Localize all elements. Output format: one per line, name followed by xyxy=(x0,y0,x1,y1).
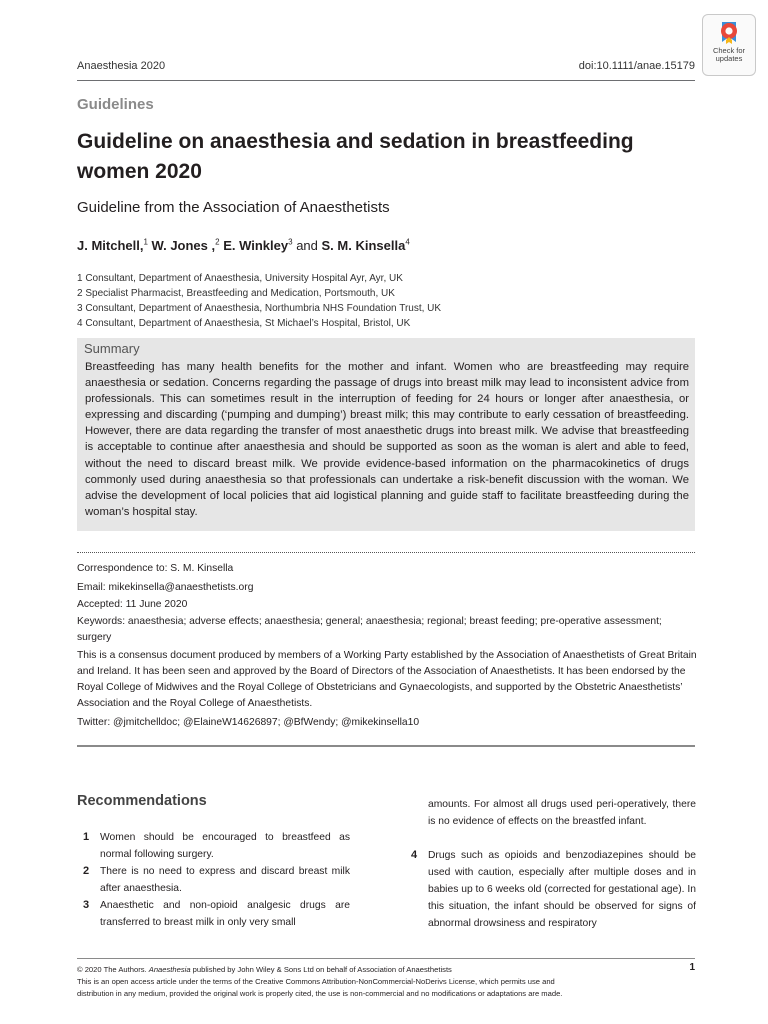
section-divider xyxy=(77,745,695,747)
recommendations-heading: Recommendations xyxy=(77,793,207,809)
affiliation: 3 Consultant, Department of Anaesthesia, Northumbria NHS Foundation Trust, UK xyxy=(77,303,442,314)
twitter-handles: Twitter: @jmitchelldoc; @ElaineW14626897; @BfWendy; @mikekinsella10 xyxy=(77,717,420,728)
author-affil-sup: 2 xyxy=(215,237,220,247)
badge-text-line1: Check for xyxy=(712,46,746,55)
email[interactable]: Email: mikekinsella@anaesthetists.org xyxy=(77,582,254,593)
summary-heading: Summary xyxy=(84,341,140,356)
header-divider xyxy=(77,80,695,81)
recommendation-item xyxy=(411,847,701,932)
recommendation-number: 3 xyxy=(83,899,90,911)
recommendation-number: 4 xyxy=(411,849,418,861)
recommendation-item-continued xyxy=(411,796,701,847)
crossmark-icon xyxy=(703,20,755,46)
article-title: Guideline on anaesthesia and sedation in breastfeeding women 2020 xyxy=(77,130,634,183)
recommendation-text: There is no need to express and discard breast milk after anaesthesia. xyxy=(100,866,350,894)
section-label: Guidelines xyxy=(77,96,154,113)
correspondence: Correspondence to: S. M. Kinsella xyxy=(77,563,234,574)
recommendation-text: Women should be encouraged to breastfeed as normal following surgery. xyxy=(100,832,350,860)
accepted-date: Accepted: 11 June 2020 xyxy=(77,599,188,610)
author-name[interactable]: E. Winkley xyxy=(223,238,289,253)
recommendation-item xyxy=(83,829,373,863)
recommendation-text: Drugs such as opioids and benzodiazepines should be used with caution, especially after multiple doses and in babies up to 6 weeks old (corrected for gestational age). In this situation, the infant should be observed for signs of abnormal drowsiness and respiratory xyxy=(428,850,696,929)
authors-and: and xyxy=(296,238,318,253)
journal-name: Anaesthesia 2020 xyxy=(77,60,166,72)
recommendation-item xyxy=(83,897,373,931)
copyright-line: © 2020 The Authors. Anaesthesia published by John Wiley & Sons Ltd on behalf of Association of Anaesthetists xyxy=(77,965,452,974)
license-line: This is an open access article under the terms of the Creative Commons Attribution-NonCommercial-NoDerivs License, which permits use and xyxy=(77,977,555,986)
affiliation: 1 Consultant, Department of Anaesthesia, University Hospital Ayr, Ayr, UK xyxy=(77,273,403,284)
author-list xyxy=(77,238,410,253)
affiliations xyxy=(77,271,441,331)
badge-text-line2: updates xyxy=(715,54,743,63)
affiliation: 2 Specialist Pharmacist, Breastfeeding and Medication, Portsmouth, UK xyxy=(77,288,395,299)
recommendation-item xyxy=(83,863,373,897)
recommendation-number: 1 xyxy=(83,831,90,843)
license-footer xyxy=(77,964,677,1000)
footer-divider xyxy=(77,958,695,959)
consensus-statement: This is a consensus document produced by members of a Working Party established by the Association of Anaesthetists of Great Britain and Ireland. It has been seen and approved by the Board of Directors of the Association of Anaesthetists. It has been endorsed by the Royal College of Midwives and the Royal College of Obstetricians and Gynaecologists, and supported by the Obstetric Anaesthetists’ Association and the Royal College of Anaesthetists. xyxy=(77,650,697,709)
author-affil-sup: 3 xyxy=(288,237,293,247)
doi-link[interactable]: doi:10.1111/anae.15179 xyxy=(578,60,695,72)
affiliation: 4 Consultant, Department of Anaesthesia, St Michael’s Hospital, Bristol, UK xyxy=(77,318,411,329)
article-subtitle: Guideline from the Association of Anaesthetists xyxy=(77,199,390,216)
author-affil-sup: 4 xyxy=(405,237,410,247)
check-for-updates-badge[interactable] xyxy=(702,14,756,76)
license-line: distribution in any medium, provided the original work is properly cited, the use is non-commercial and no modifications or adaptations are made. xyxy=(77,989,563,998)
author-affil-sup: 1 xyxy=(143,237,148,247)
recommendation-number: 2 xyxy=(83,865,90,877)
keywords: Keywords: anaesthesia; adverse effects; anaesthesia; general; anaesthesia; regional; breast feeding; pre-operative assessment; surgery xyxy=(77,616,662,643)
page-number: 1 xyxy=(689,962,695,973)
recommendation-text: amounts. For almost all drugs used peri-operatively, there is no evidence of effects on the breastfed infant. xyxy=(428,799,696,827)
journal-italic: Anaesthesia xyxy=(148,965,191,974)
dotted-divider xyxy=(77,552,695,553)
author-name[interactable]: J. Mitchell, xyxy=(77,238,144,253)
author-name[interactable]: S. M. Kinsella xyxy=(321,238,406,253)
author-name[interactable]: W. Jones , xyxy=(151,238,216,253)
summary-text: Breastfeeding has many health benefits for the mother and infant. Women who are breastfeeding may require anaesthesia or sedation. Concerns regarding the passage of drugs into breast milk may lead to inconsistent advice from professionals. This can sometimes result in the interruption of feeding for 24 hours or longer after anaesthesia, or expressing and discarding (‘pumping and dumping’) breast milk; this may contribute to early cessation of breastfeeding. However, there are data regarding the transfer of most anaesthetic drugs into breast milk. We advise that breastfeeding is acceptable to continue after anaesthesia and should be supported as soon as the woman is alert and able to feed, without the need to discard breast milk. We provide evidence-based information on the pharmacokinetics of drugs commonly used during anaesthesia so that professionals can undertake a risk-benefit discussion with the woman. We advise the development of local policies that aid logistical planning and guide staff to facilitate breastfeeding during the woman’s hospital stay. xyxy=(85,361,689,518)
recommendation-text: Anaesthetic and non-opioid analgesic drugs are transferred to breast milk in only very small xyxy=(100,900,350,928)
